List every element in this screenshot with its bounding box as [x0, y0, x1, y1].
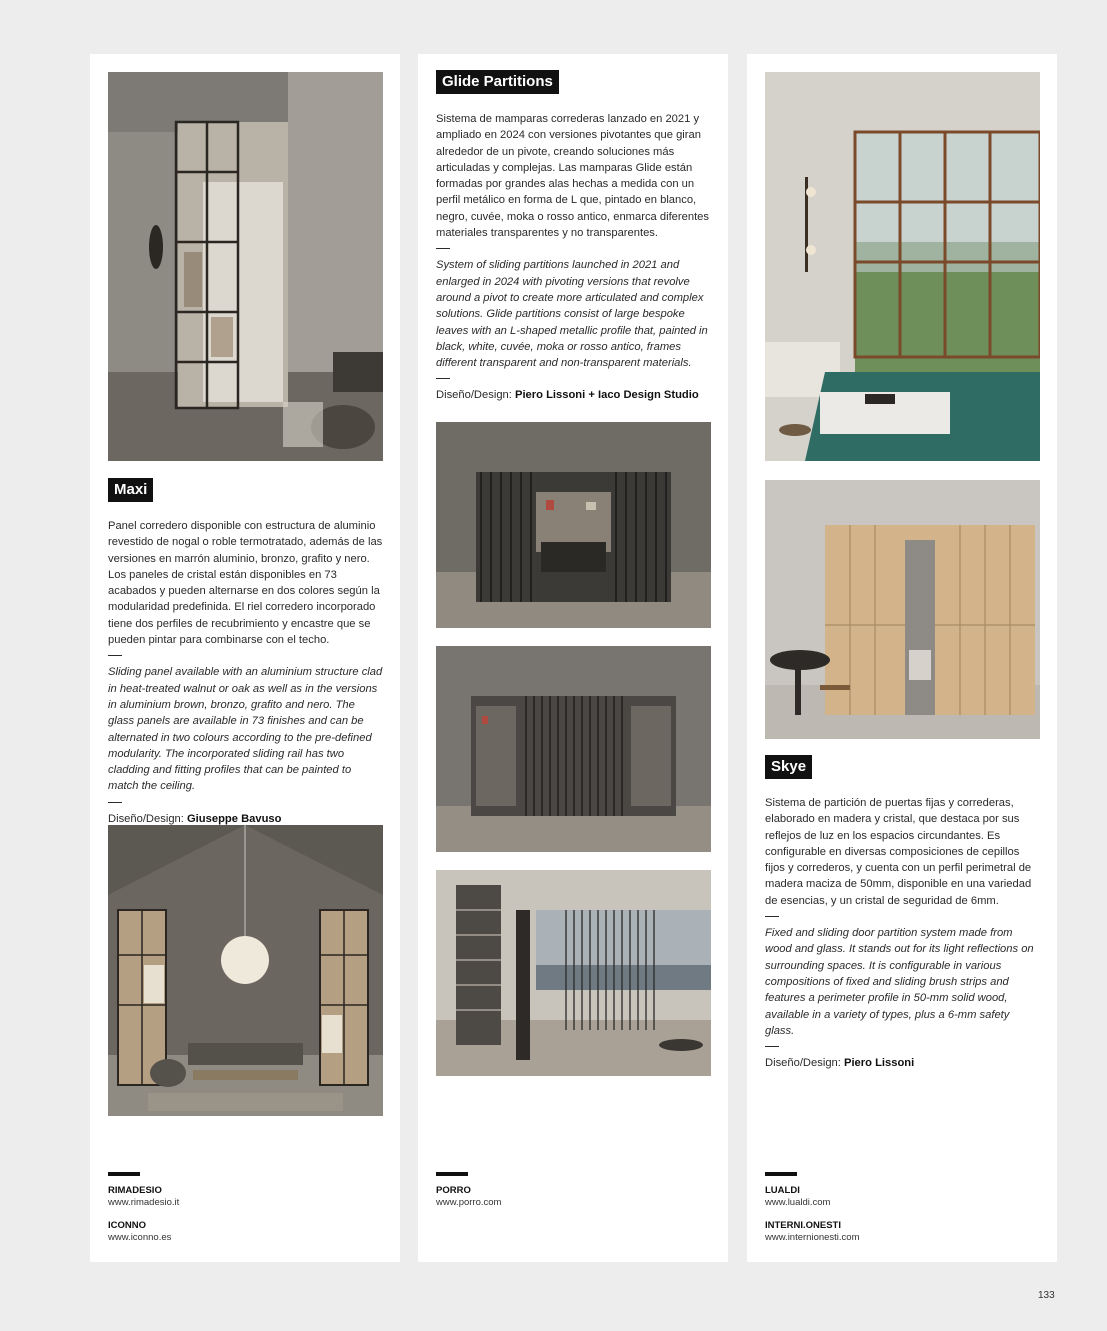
design-label: Diseño/Design: — [765, 1057, 841, 1070]
skye-photo-living-room — [765, 72, 1040, 461]
glide-description — [436, 111, 712, 404]
skye-text-en: Fixed and sliding door partition system made from wood and glass. It stands out for its light reflections on surrounding spaces. It is configurable in various compositions of fixed and sliding brush strips and features a perimeter profile in 50-mm solid wood, available in a variety of types, plus a 6-mm safety glass. — [765, 927, 1034, 1037]
column-maxi — [90, 54, 400, 1262]
brand-bar — [765, 1172, 797, 1176]
brand-url[interactable]: www.iconno.es — [108, 1232, 172, 1243]
maxi-photo-living-room — [108, 825, 383, 1116]
skye-design-credit — [765, 1055, 1041, 1071]
maxi-description — [108, 518, 384, 827]
skye-designer: Piero Lissoni — [843, 1057, 915, 1070]
skye-title: Skye — [765, 755, 812, 779]
glide-designer: Piero Lissoni + Iaco Design Studio — [514, 389, 699, 402]
glide-title: Glide Partitions — [436, 70, 559, 94]
divider — [765, 916, 779, 917]
maxi-text-es: Panel corredero disponible con estructura de aluminio revestido de nogal o roble termotratado, además de las versiones en marrón aluminio, bronzo, grafito y nero. Los paneles de cristal están disponibles en 73 acabados y pueden alternarse en dos colores según la modularidad predefinida. El riel corredero incorporado tiene dos perfiles de recubrimiento y encastre que se pueden pintar para combinarse con el techo. — [108, 520, 383, 647]
maxi-designer: Giuseppe Bavuso — [186, 812, 282, 825]
column-skye — [747, 54, 1057, 1262]
divider — [765, 1046, 779, 1047]
skye-text-es: Sistema de partición de puertas fijas y correderas, elaborado en madera y cristal, que destaca por sus reflejos de luz en los espacios circundantes. Es configurable en diversas composiciones de cepillos fijos y correderos, y cuenta con un perfil perimetral de madera maciza de 50mm, disponible en una variedad de esencias, y un cristal de seguridad de 6mm. — [765, 797, 1032, 907]
glide-design-credit — [436, 387, 712, 403]
glide-photo-3 — [436, 870, 711, 1076]
brand-url[interactable]: www.rimadesio.it — [108, 1197, 180, 1208]
brand-rimadesio — [108, 1185, 179, 1209]
brand-interni-onesti — [765, 1220, 860, 1244]
glide-photo-1 — [436, 422, 711, 628]
brand-name: ICONNO — [108, 1220, 146, 1231]
skye-description — [765, 795, 1041, 1071]
glide-photo-2 — [436, 646, 711, 852]
divider — [108, 802, 122, 803]
skye-photo-partition — [765, 480, 1040, 739]
brand-name: LUALDI — [765, 1185, 800, 1196]
divider — [436, 248, 450, 249]
brand-porro — [436, 1185, 501, 1209]
maxi-title: Maxi — [108, 478, 153, 502]
brand-bar — [108, 1172, 140, 1176]
brand-iconno — [108, 1220, 171, 1244]
glide-text-en: System of sliding partitions launched in 2021 and enlarged in 2024 with pivoting versions that revolve around a pivot to create more articulated and complex solutions. Glide partitions consist of large bespoke leaves with an L-shaped metallic profile that, painted in black, white, cuvée, moka or rosso antico, frames different transparent and non-transparent materials. — [436, 259, 708, 370]
brand-name: RIMADESIO — [108, 1185, 162, 1196]
column-glide-partitions — [418, 54, 728, 1262]
page-number: 133 — [1038, 1290, 1055, 1301]
divider — [436, 378, 450, 379]
design-label: Diseño/Design: — [108, 812, 184, 825]
brand-url[interactable]: www.internionesti.com — [765, 1232, 860, 1243]
brand-url[interactable]: www.lualdi.com — [765, 1197, 831, 1208]
divider — [108, 655, 122, 656]
brand-bar — [436, 1172, 468, 1176]
brand-url[interactable]: www.porro.com — [436, 1197, 502, 1208]
maxi-text-en: Sliding panel available with an aluminium structure clad in heat-treated walnut or oak as well as in the versions in aluminium brown, bronzo, grafito and nero. The glass panels are available in 73 finishes and can be alternated in two colours according to the pre-defined modularity. The incorporated sliding rail has two cladding and fitting profiles that can be painted to match the ceiling. — [108, 666, 383, 793]
glide-text-es: Sistema de mamparas correderas lanzado en 2021 y ampliado en 2024 con versiones pivotantes que giran alrededor de un pivote, creando soluciones más articuladas y complejas. Las mamparas Glide están formadas por grandes alas hechas a medida con un perfil metálico en forma de L que, pintado en blanco, negro, cuvée, moka o rosso antico, enmarca diferentes materiales transparentes y no transparentes. — [436, 113, 709, 240]
design-label: Diseño/Design: — [436, 389, 512, 402]
brand-name: INTERNI.ONESTI — [765, 1220, 842, 1231]
maxi-photo-interior — [108, 72, 383, 461]
brand-lualdi — [765, 1185, 830, 1209]
brand-name: PORRO — [436, 1185, 471, 1196]
